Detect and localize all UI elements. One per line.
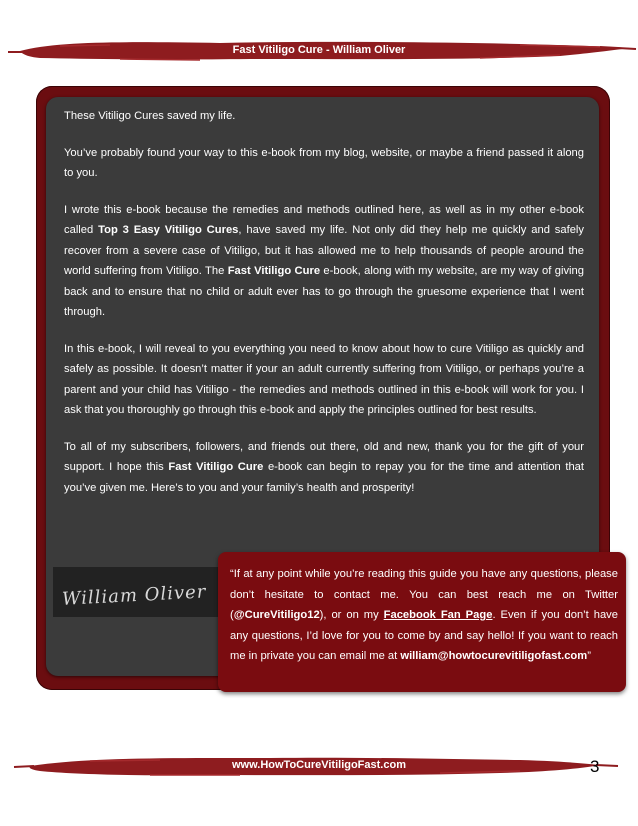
- text-span: To all of my subscribers, followers, and friends out there, old and new, thank you for the gift of your support. I hope this: [64, 440, 584, 473]
- text-span: , have saved my life. Not only did they help me quickly and safely recover from a severe case of Vitiligo, but it has allowed me to help thousands of people around the world suffering from Vitiligo. The: [64, 224, 585, 277]
- paragraph-intro: These Vitiligo Cures saved my life.: [64, 110, 236, 122]
- footer-url[interactable]: www.HowToCureVitiligoFast.com: [232, 759, 406, 771]
- header-banner: [0, 34, 638, 68]
- paragraph-found: You’ve probably found your way to this e-book from my blog, website, or maybe a friend passed it along to you.: [64, 146, 584, 179]
- ebook-title-fast: Fast Vitiligo Cure: [168, 461, 264, 473]
- email-link[interactable]: william@howtocurevitiligofast.com: [400, 650, 588, 662]
- footer-banner: [0, 750, 638, 782]
- text-span: “If at any point while you’re reading this guide you have any questions, please don’t hesitate to contact me. You can best reach me on Twitter (: [230, 568, 618, 621]
- text-span: I wrote this e-book because the remedies and methods outlined here, as well as in my other e-book called: [64, 203, 584, 236]
- header-title: Fast Vitiligo Cure - William Oliver: [232, 44, 406, 56]
- page-number: 3: [590, 757, 600, 776]
- paragraph-reveal: In this e-book, I will reveal to you everything you need to know about how to cure Vitiligo as quickly and safely as possible. It doesn’t matter if your an adult currently suffering from Vitiligo, or perhaps you’re a parent and your child has Vitiligo - the remedies and methods outlined in this e-book will work for you. I ask that you thoroughly go through this e-book and apply the principles outlined for best results.: [64, 342, 584, 416]
- text-span: e-book, along with my website, are my way of giving back and to ensure that no child or adult ever has to go through the gruesome experience that I went through.: [64, 265, 584, 318]
- ebook-title-top3: Top 3 Easy Vitiligo Cures: [98, 224, 239, 236]
- facebook-fan-page-link[interactable]: Facebook Fan Page: [383, 609, 493, 621]
- body-text: [64, 106, 584, 514]
- contact-quote: [230, 564, 618, 667]
- text-span: ”: [587, 650, 591, 662]
- twitter-handle-link[interactable]: @CureVitiligo12: [233, 609, 320, 621]
- ebook-title-fast: Fast Vitiligo Cure: [227, 265, 321, 277]
- paragraph-thanks: [64, 437, 584, 499]
- paragraph-why: [64, 200, 584, 323]
- text-span: e-book can begin to repay you for the time and attention that you’ve given me. Here’s to you and your family’s health and prosperity!: [64, 461, 585, 494]
- text-span: . Even if you don’t have any questions, I’d love for you to come by and say hello! If you want to reach me in private you can email me at: [230, 609, 618, 662]
- text-span: ), or on my: [319, 609, 384, 621]
- signature: William Oliver: [61, 581, 207, 610]
